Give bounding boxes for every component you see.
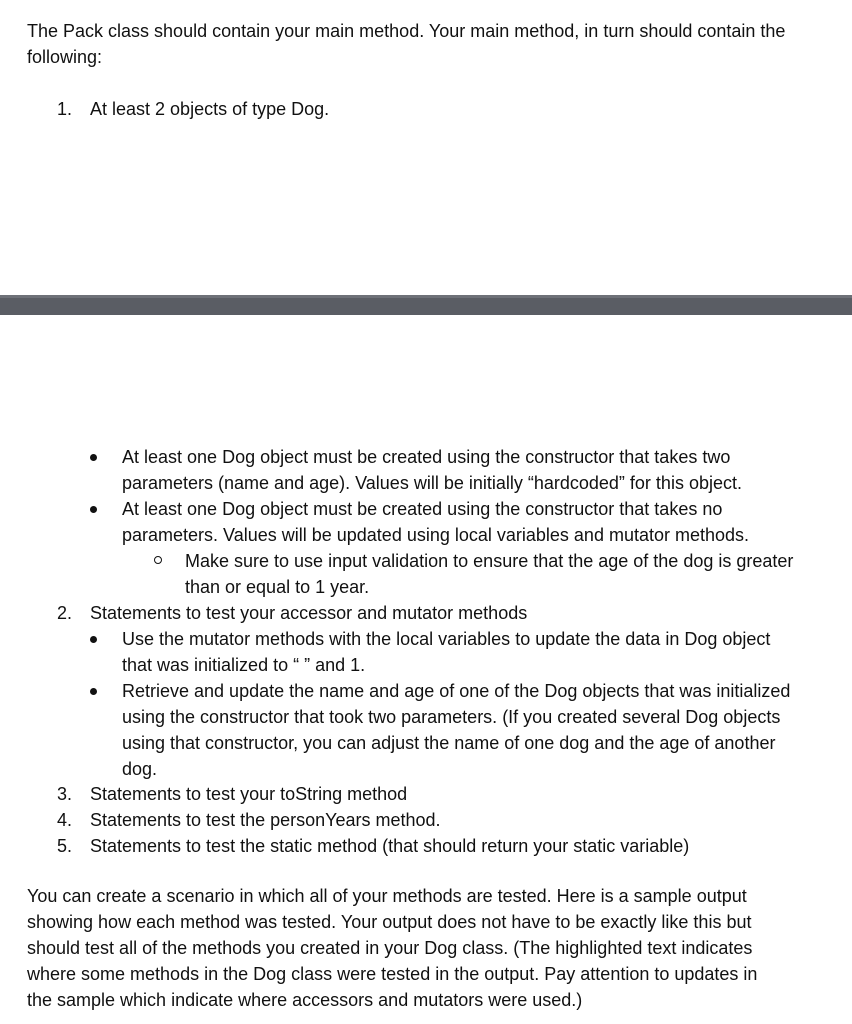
list-item-3-text: Statements to test your toString method <box>90 784 408 804</box>
list-item-5-text: Statements to test the static method (that should return your static variable) <box>90 836 690 856</box>
list-number-3: 3. <box>57 784 73 804</box>
item2-bullet-2-line-4: dog. <box>122 759 158 779</box>
item2-bullet-1-line-1: Use the mutator methods with the local variables to update the data in Dog object <box>122 629 771 649</box>
list-number-1: 1. <box>57 99 73 119</box>
item2-bullet-1-line-2: that was initialized to “ ” and 1. <box>122 655 366 675</box>
bullet-1-line-2: parameters (name and age). Values will be initially “hardcoded” for this object. <box>122 473 742 493</box>
bullet-dot-icon <box>90 454 97 461</box>
sub-bullet-line-2: than or equal to 1 year. <box>185 577 370 597</box>
bullet-1-line-1: At least one Dog object must be created using the constructor that takes two <box>122 447 731 467</box>
closing-line-2: showing how each method was tested. Your output does not have to be exactly like this but <box>27 912 752 932</box>
list-number-5: 5. <box>57 836 73 856</box>
bullet-dot-icon <box>90 688 97 695</box>
bullet-dot-icon <box>90 636 97 643</box>
intro-line-2: following: <box>27 47 103 67</box>
bullet-2-line-2: parameters. Values will be updated using local variables and mutator methods. <box>122 525 750 545</box>
item2-bullet-2-line-3: using that constructor, you can adjust the name of one dog and the age of another <box>122 733 776 753</box>
sub-bullet-line-1: Make sure to use input validation to ensure that the age of the dog is greater <box>185 551 794 571</box>
bullet-2-line-1: At least one Dog object must be created using the constructor that takes no <box>122 499 723 519</box>
intro-line-1: The Pack class should contain your main method. Your main method, in turn should contain the <box>27 21 786 41</box>
closing-line-5: the sample which indicate where accessors and mutators were used.) <box>27 990 583 1010</box>
list-number-2: 2. <box>57 603 73 623</box>
item2-bullet-2-line-1: Retrieve and update the name and age of one of the Dog objects that was initialized <box>122 681 791 701</box>
page-divider <box>0 295 852 315</box>
page-divider-highlight <box>0 295 852 298</box>
list-item-1-text: At least 2 objects of type Dog. <box>90 99 330 119</box>
closing-line-4: where some methods in the Dog class were tested in the output. Pay attention to updates in <box>27 964 758 984</box>
list-item-4-text: Statements to test the personYears method. <box>90 810 441 830</box>
item2-bullet-2-line-2: using the constructor that took two parameters. (If you created several Dog objects <box>122 707 781 727</box>
bullet-circle-icon <box>154 556 162 564</box>
closing-line-3: should test all of the methods you created in your Dog class. (The highlighted text indicates <box>27 938 753 958</box>
list-item-2-text: Statements to test your accessor and mutator methods <box>90 603 528 623</box>
bullet-dot-icon <box>90 506 97 513</box>
closing-line-1: You can create a scenario in which all of your methods are tested. Here is a sample output <box>27 886 747 906</box>
list-number-4: 4. <box>57 810 73 830</box>
